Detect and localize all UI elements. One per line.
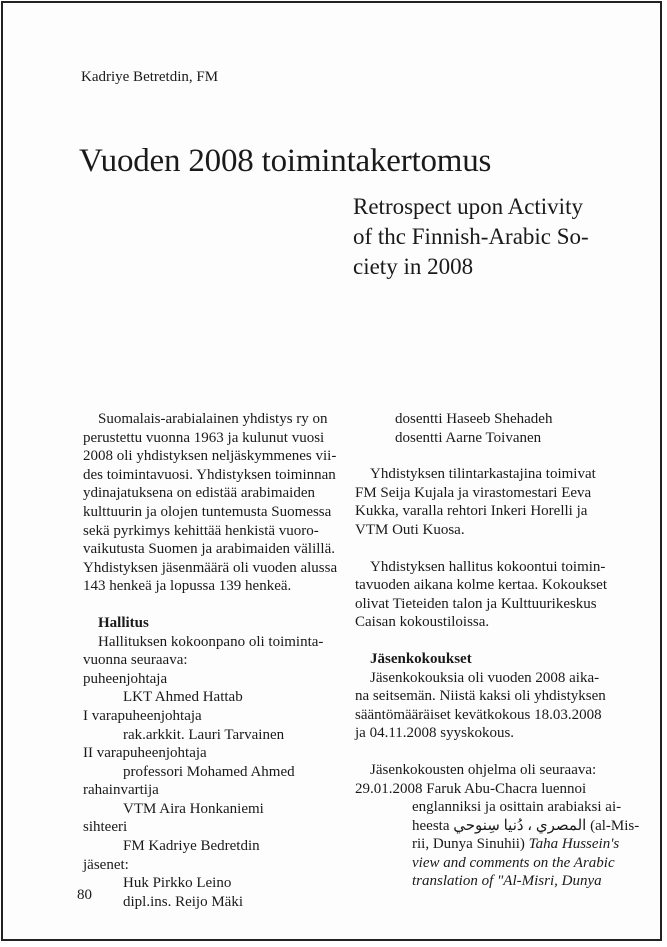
text-line: VTM Outi Kuosa. [355,521,465,538]
board-member-name: dosentti Haseeb Shehadeh [395,411,553,427]
intro-paragraph [83,410,353,596]
text-line: Kukka, varalla rehtori Inkeri Horelli ja [355,503,588,520]
text-line: ja 04.11.2008 syyskokous. [355,725,515,742]
board-role: rahainvartija [83,782,159,799]
board-member-name: FM Kadriye Bedretdin [123,838,260,855]
left-column [83,410,353,911]
text-line: translation of "Al-Misri, Dunya [412,873,602,890]
board-role: sihteeri [83,819,128,836]
right-column [355,410,640,891]
text-line: Suomalais-arabialainen yhdistys ry on [98,411,328,427]
text-line: Faruk Abu-Chacra luennoi [426,780,587,797]
program-date: 29.01.2008 [355,780,423,797]
program-entry [355,780,625,799]
section-heading-jasenkokoukset: Jäsenkokoukset [370,650,472,667]
text-line: Yhdistyksen hallitus kokoontui toimin- [370,558,606,575]
text-line: sääntömääräiset kevätkokous 18.03.2008 [355,706,602,723]
text-line: sekä pyrkimys kehittää henkistä vuoro- [83,522,319,539]
text-line: na seitsemän. Niistä kaksi oli yhdistyksen [355,688,606,705]
board-role: II varapuheenjohtaja [83,745,207,762]
text-line: tavuoden aikana kolme kertaa. Kokoukset [355,577,607,594]
text-line: englanniksi ja osittain arabiaksi ai- [412,799,622,816]
text-line: olivat Tieteiden talon ja Kulttuurikeskus [355,595,597,612]
board-member-name: dipl.ins. Reijo Mäki [123,893,243,910]
text-line: heesta المصري ، دُنيا سِنوحي (al-Mis- [412,817,640,834]
text-line: view and comments on the Arabic [412,854,615,871]
text-line: ydinajatuksena on edistää arabimaiden [83,485,315,502]
text-line: 143 henkeä ja lopussa 139 henkeä. [83,578,292,595]
text-line: des toimintavuosi. Yhdistyksen toiminnan [83,466,336,483]
text-line: Hallituksen kokoonpano oli toiminta- [98,633,324,650]
text-line: Jäsenkokouksia oli vuoden 2008 aika- [370,669,600,686]
text-line: Yhdistyksen tilintarkastajina toimivat [370,466,596,483]
text-line: vaikutusta Suomen ja arabimaiden välillä. [83,541,336,558]
author-name: Kadriye Betretdin, FM [81,69,219,85]
text-line: kulttuurin ja olojen tuntemusta Suomessa [83,503,332,520]
board-role: puheenjohtaja [83,670,168,687]
meetings-paragraph [355,558,625,632]
text-line: perustettu vuonna 1963 ja kulunut vuosi [83,429,325,446]
section-heading-hallitus: Hallitus [98,614,149,631]
board-role: I varapuheenjohtaja [83,707,202,724]
board-list [83,670,353,912]
article-subtitle: Retrospect upon Activity of thc Finnish-Arabic So- ciety in 2008 [353,194,589,279]
text-line: vuonna seuraava: [83,652,188,669]
page-number: 80 [77,887,92,903]
board-member-name: VTM Aira Honkaniemi [123,800,264,817]
board-member-name: Huk Pirkko Leino [123,875,232,892]
italic-fragment: Taha Hussein's [528,836,620,853]
text-line: FM Seija Kujala ja virastomestari Eeva [355,484,592,501]
text-fragment: rii, Dunya Sinuhii) [412,836,525,853]
auditors-paragraph [355,465,625,539]
board-member-name: rak.arkkit. Lauri Tarvainen [123,726,285,743]
text-line: Yhdistyksen jäsenmäärä oli vuoden alussa [83,559,338,576]
article-title: Vuoden 2008 toimintakertomus [79,143,492,179]
text-line: Caisan kokoustiloissa. [355,614,490,631]
board-member-name: professori Mohamed Ahmed [123,763,295,780]
members-label: jäsenet: [83,856,129,873]
document-page [1,1,662,941]
text-line: 2008 oli yhdistyksen neljäskymmenes vii- [83,448,337,465]
board-member-name: LKT Ahmed Hattab [123,689,243,706]
board-member-name: dosentti Aarne Toivanen [395,429,542,446]
text-line [355,835,625,854]
text-line: Jäsenkokousten ohjelma oli seuraava: [370,761,597,778]
